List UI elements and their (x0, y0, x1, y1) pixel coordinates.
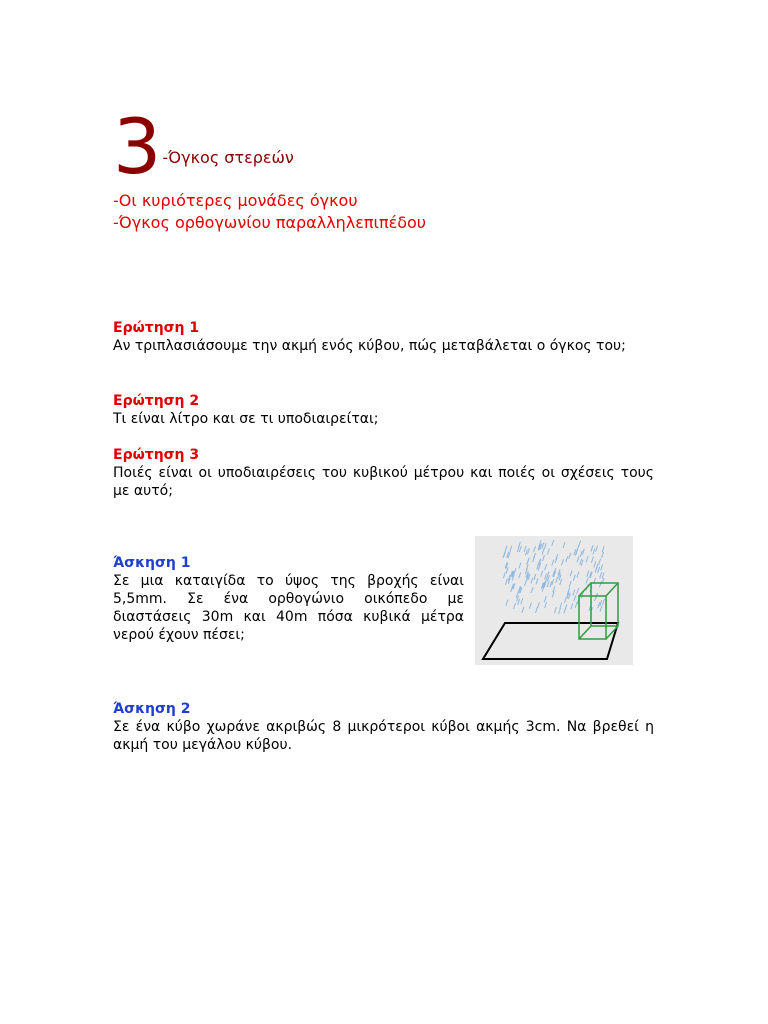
rain-streak (603, 599, 605, 605)
chapter-number: 3 (113, 102, 162, 191)
question-3 (113, 446, 654, 500)
rain-streak (510, 546, 512, 552)
rain-streak (542, 543, 544, 549)
rain-streak (505, 546, 507, 552)
rain-streak (519, 572, 521, 578)
rain-streak (593, 548, 595, 554)
rain-streak (541, 571, 543, 577)
rain-streak (506, 600, 508, 606)
exercise-1 (113, 554, 464, 644)
rain-streak (542, 555, 544, 561)
chapter-heading: -Όγκος στερεών (162, 148, 294, 167)
rain-streak (600, 606, 602, 612)
rain-streak (598, 567, 600, 573)
green-box (579, 583, 618, 639)
rain-streak (564, 597, 566, 603)
rain-streak (524, 546, 526, 552)
rain-streak (544, 543, 546, 549)
rain-streak (602, 573, 604, 579)
rain-streak (571, 603, 573, 609)
rain-streak (545, 564, 547, 570)
rain-streak (586, 578, 588, 584)
rain-streak (596, 546, 598, 552)
rain-streak (552, 560, 554, 566)
rain-streak (587, 571, 589, 577)
rain-streak (566, 556, 568, 562)
exercise-1-text: Σε μια καταιγίδα το ύψος της βροχής είναι 5,5mm. Σε ένα ορθογώνιο οικόπεδο με διαστάσεις 30m και 40m πόσα κυβικά μέτρα νερού έχουν πέσει; (113, 573, 464, 643)
rain-streak (547, 581, 549, 587)
rain-streak (586, 556, 588, 562)
rain-streak (573, 575, 575, 581)
field-outline (483, 623, 618, 659)
question-1-title: Ερώτηση 1 (113, 320, 200, 336)
rain-streak (601, 564, 603, 570)
rain-streak (577, 588, 579, 594)
rain-streak (542, 549, 544, 555)
rain-streak (573, 590, 575, 596)
question-3-text: Ποιές είναι οι υποδιαιρέσεις του κυβικού μέτρου και ποιές οι σχέσεις τους με αυτό; (113, 465, 654, 499)
question-2 (113, 392, 654, 428)
rain-streak (569, 581, 571, 587)
question-1 (113, 319, 654, 355)
exercise-1-title: Άσκηση 1 (113, 555, 191, 571)
rain-streak (505, 579, 507, 585)
subtitles (113, 190, 426, 234)
rain-streaks (503, 540, 604, 614)
question-1-text: Αν τριπλασιάσουμε την ακμή ενός κύβου, πώς μεταβάλεται ο όγκος του; (113, 338, 626, 354)
page-title (113, 102, 294, 192)
rain-streak (534, 546, 536, 552)
rain-over-field-icon (475, 536, 633, 665)
rain-streak (577, 572, 579, 578)
rain-streak (569, 553, 571, 559)
rain-streak (602, 552, 604, 558)
rain-streak (514, 568, 516, 574)
rain-streak (600, 572, 602, 578)
rain-streak (570, 570, 572, 576)
rain-streak (521, 598, 523, 604)
rain-streak (537, 602, 539, 608)
rain-streak (577, 556, 579, 562)
rain-streak (580, 551, 582, 557)
rain-streak (531, 587, 533, 593)
exercise-2 (113, 700, 654, 754)
rain-streak (544, 596, 546, 602)
question-3-title: Ερώτηση 3 (113, 447, 200, 463)
rain-streak (552, 540, 554, 546)
rain-streak (545, 602, 547, 608)
rain-streak (562, 559, 564, 565)
rain-streak (560, 603, 562, 609)
rain-streak (602, 546, 604, 552)
rain-streak (529, 603, 531, 609)
rain-streak (519, 546, 521, 552)
rain-streak (556, 577, 558, 583)
rain-streak (591, 545, 593, 551)
exercise-2-text: Σε ένα κύβο χωράνε ακριβώς 8 μικρότεροι κύβοι ακμής 3cm. Να βρεθεί η ακμή του μεγάλου κύβου. (113, 719, 654, 753)
rain-streak (574, 595, 576, 601)
rain-streak (531, 578, 533, 584)
rain-streak (582, 549, 584, 555)
rain-streak (525, 580, 527, 586)
question-2-title: Ερώτηση 2 (113, 393, 200, 409)
rain-streak (534, 574, 536, 580)
rain-streak (598, 602, 600, 608)
rain-streak (514, 603, 516, 609)
rain-streak (503, 572, 505, 578)
subtitle-box-volume: -Όγκος ορθογωνίου παραλληλεπιπέδου (113, 213, 427, 232)
rain-streak (554, 607, 556, 613)
rain-streak (559, 608, 561, 614)
rain-streak (536, 578, 538, 584)
rain-streak (525, 550, 527, 556)
rain-streak (564, 607, 566, 613)
rain-streak (599, 559, 601, 565)
rain-streak (600, 581, 602, 587)
rain-streak (594, 561, 596, 567)
rain-streak (522, 607, 524, 613)
rain-streak (547, 549, 549, 555)
rain-streak (518, 599, 520, 605)
rain-streak (595, 566, 597, 572)
rain-streak (575, 602, 577, 608)
subtitle-volume-units: -Οι κυριότερες μονάδες όγκου (113, 191, 358, 210)
exercise-2-title: Άσκηση 2 (113, 701, 191, 717)
rain-streak (519, 563, 521, 569)
rain-streak (560, 579, 562, 585)
rain-streak (600, 600, 602, 606)
rain-streak (563, 542, 565, 548)
rain-streak (591, 557, 593, 563)
question-2-text: Τι είναι λίτρο και σε τι υποδιαιρείται; (113, 411, 379, 427)
rain-streak (527, 548, 529, 554)
